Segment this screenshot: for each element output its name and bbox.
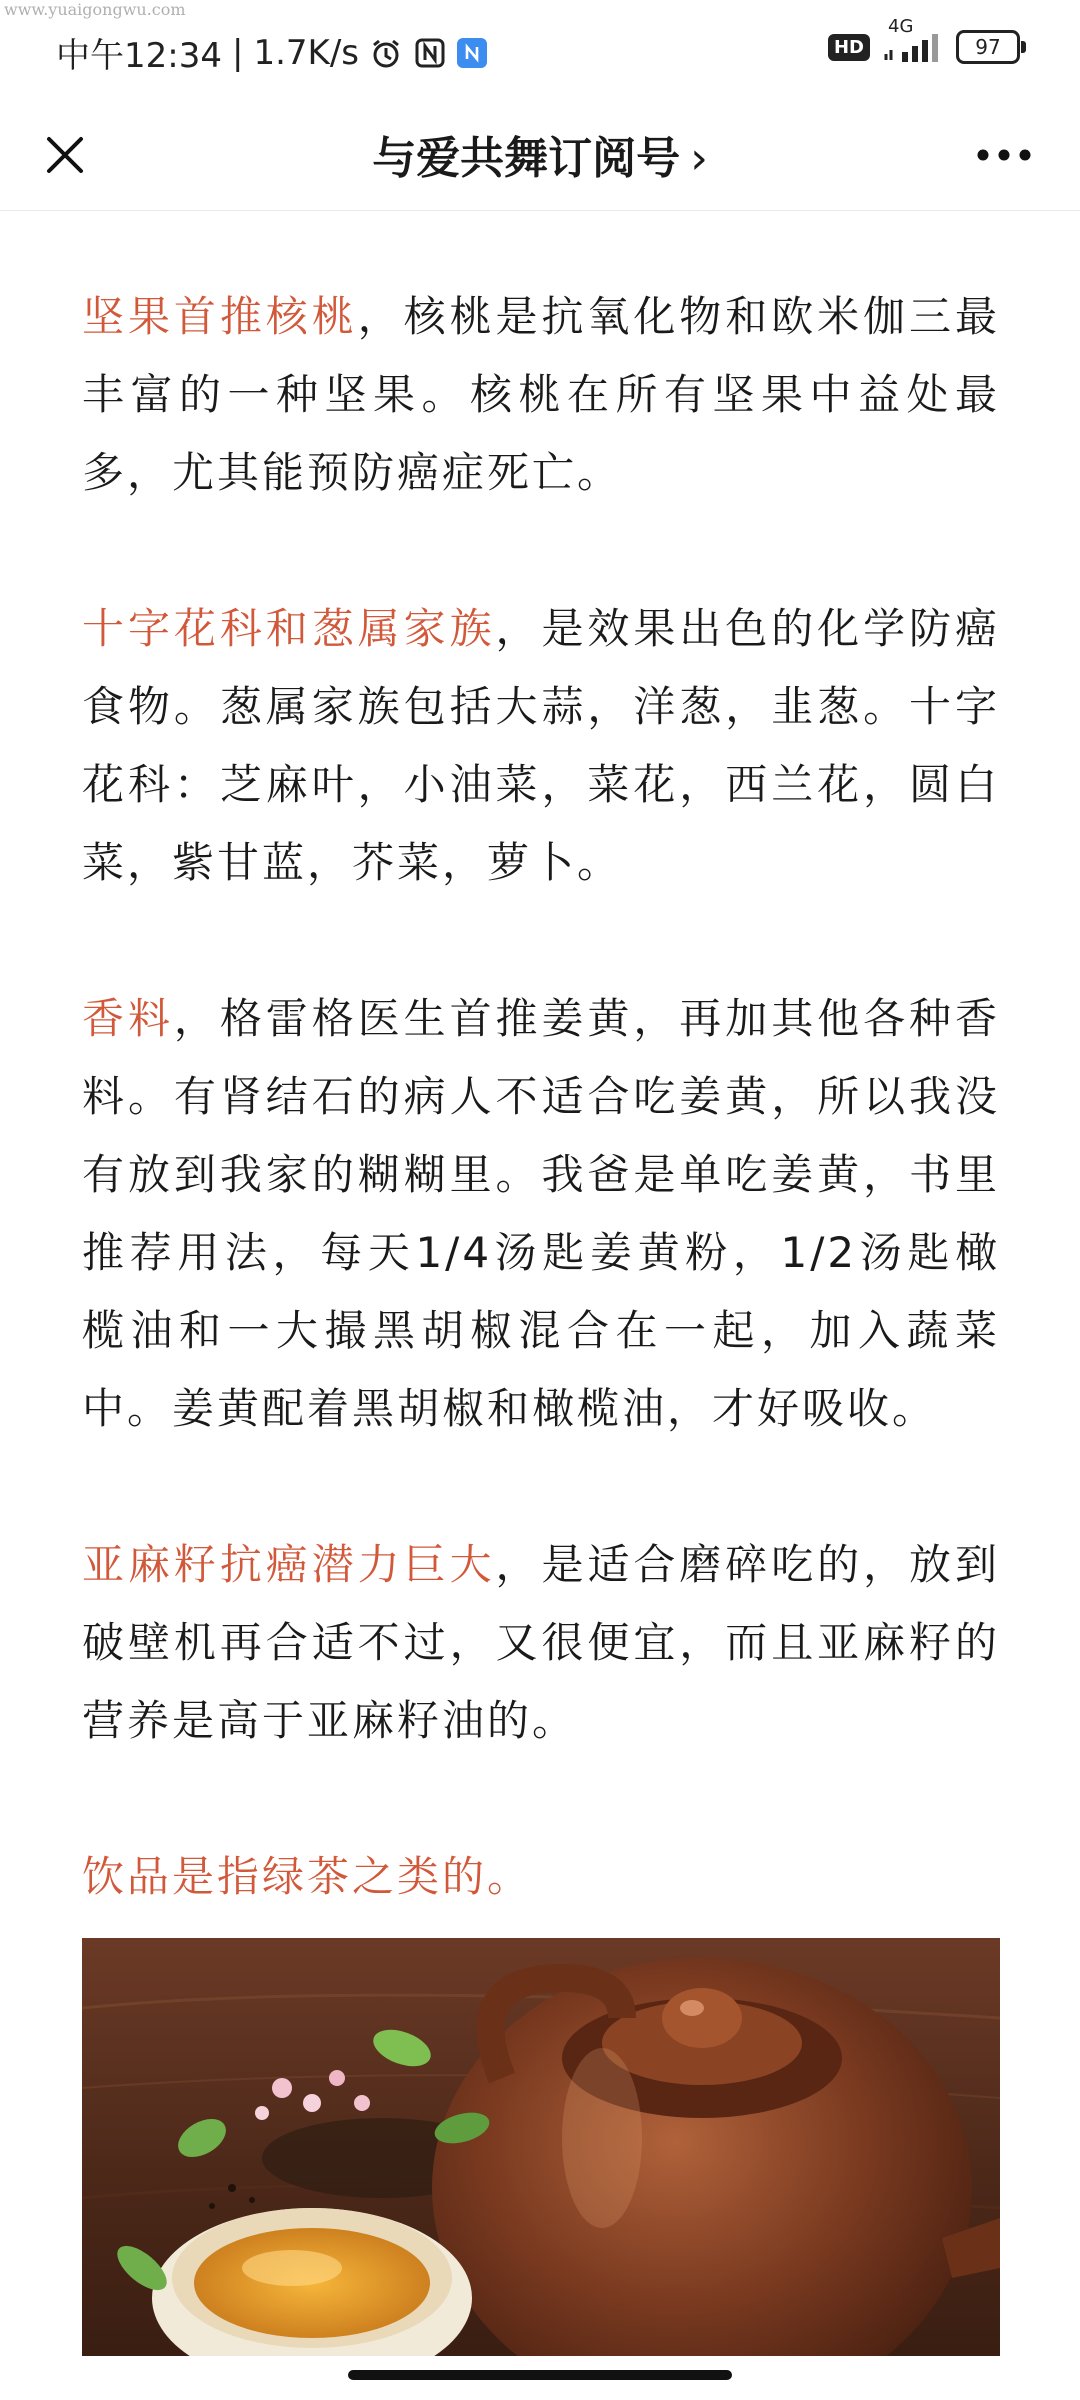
article-body [82, 278, 1000, 1958]
nfc-app-icon [457, 38, 487, 68]
paragraph-flaxseed [82, 1526, 1000, 1760]
text-flaxseed: ，是适合磨碎吃的，放到破壁机再合适不过，又很便宜，而且亚麻籽的营养是高于亚麻籽油的。 [82, 1540, 1000, 1745]
watermark: www.yuaigongwu.com [4, 0, 186, 19]
chevron-right-icon: › [690, 133, 708, 184]
signal-icon [882, 16, 944, 64]
highlight-flaxseed: 亚麻籽抗癌潜力巨大 [82, 1540, 496, 1589]
battery-level: 97 [975, 35, 1001, 59]
status-right [828, 16, 1020, 64]
text-cruciferous: ，是效果出色的化学防癌食物。葱属家族包括大蒜，洋葱，韭葱。十字花科：芝麻叶，小油菜，菜花，西兰花，圆白菜，紫甘蓝，芥菜，萝卜。 [82, 604, 1000, 887]
nav-bar [0, 100, 1080, 211]
status-separator: | [231, 32, 244, 73]
paragraph-walnut [82, 278, 1000, 512]
account-title: 与爱共舞订阅号 [372, 133, 681, 184]
status-time: 中午12:34 [56, 36, 222, 76]
highlight-cruciferous: 十字花科和葱属家族 [82, 604, 496, 653]
network-type: 4G [888, 16, 914, 37]
status-left [56, 28, 487, 77]
text-walnut: ，核桃是抗氧化物和欧米伽三最丰富的一种坚果。核桃在所有坚果中益处最多，尤其能预防癌症死亡。 [82, 292, 1000, 497]
alarm-icon [369, 36, 403, 70]
paragraph-cruciferous [82, 590, 1000, 902]
nfc-icon [413, 36, 447, 70]
highlight-drinks: 饮品是指绿茶之类的。 [82, 1852, 533, 1901]
more-icon [976, 148, 1032, 162]
hd-badge: HD [828, 34, 870, 61]
more-button[interactable] [964, 120, 1044, 190]
paragraph-drinks [82, 1838, 1000, 1916]
text-spices: ，格雷格医生首推姜黄，再加其他各种香料。有肾结石的病人不适合吃姜黄，所以我没有放到我家的糊糊里。我爸是单吃姜黄，书里推荐用法，每天1/4汤匙姜黄粉，1/2汤匙橄榄油和一大撮黑胡椒混合在一起，加入蔬菜中。姜黄配着黑胡椒和橄榄油，才好吸收。 [82, 994, 1000, 1433]
status-bar [0, 0, 1080, 100]
home-indicator[interactable] [348, 2370, 732, 2380]
highlight-spices: 香料 [82, 994, 174, 1043]
account-title-link[interactable] [0, 122, 1080, 186]
teapot-illustration [82, 1938, 1000, 2356]
status-speed: 1.7K/s [253, 32, 359, 73]
battery-indicator [956, 30, 1020, 64]
paragraph-spices [82, 980, 1000, 1448]
tea-image[interactable] [82, 1938, 1000, 2356]
highlight-walnut: 坚果首推核桃 [82, 292, 358, 341]
